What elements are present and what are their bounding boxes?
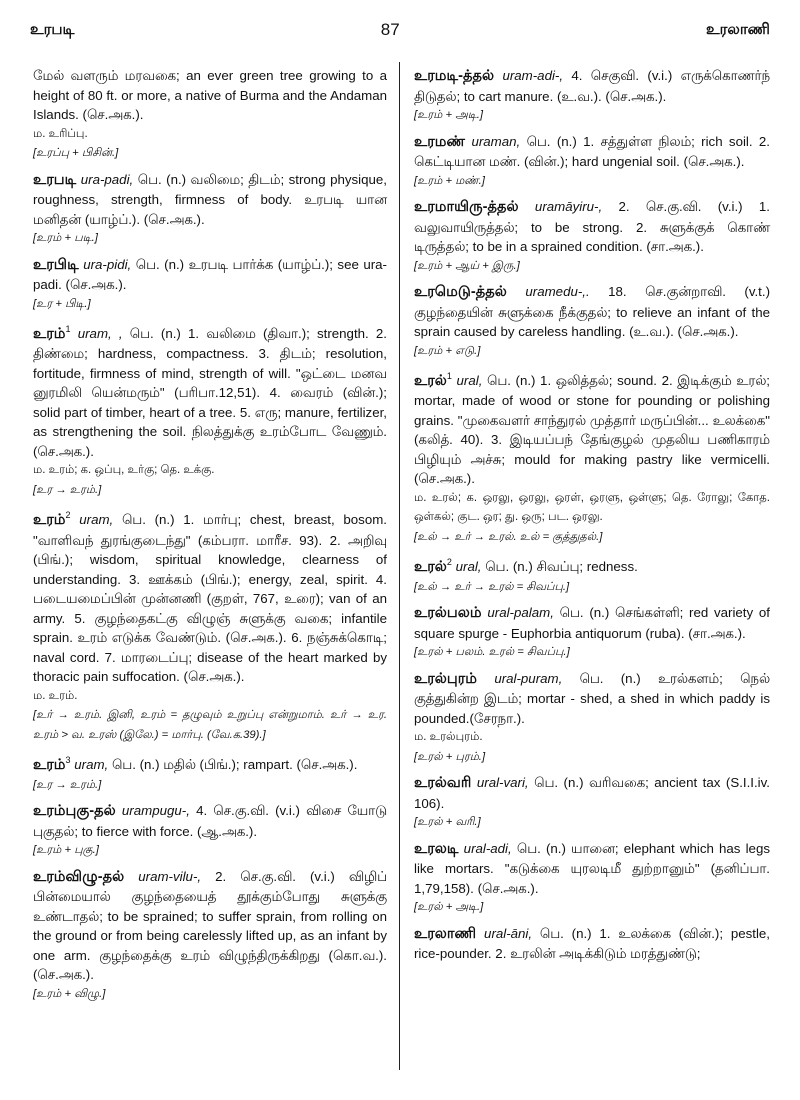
entry-text [33,506,387,686]
entry-cognates: ம. உரல்; க. ஒரலு, ஒரலு, ஒரள், ஒரளு, ஒள்ளு; தெ. ரோலு; கோத. ஒள்கல்; குட. ஒர; து. ஒரு; பட. ஒரலு. [414,491,770,524]
entry-etymology: [உரப்பு + பிசின்.] [33,147,119,159]
entry-text [33,801,387,841]
entry-text [414,282,770,342]
entry-headword [414,841,459,857]
entry-etymology: [உல் → உர் → உரல். உல் = குத்துதல்.] [414,530,603,543]
entry-transliteration: ura-pidi, [83,256,132,272]
entry-headword [33,803,116,819]
dictionary-entry [33,320,387,500]
dictionary-entry [414,669,770,768]
entry-transliteration: uram-adi-, [502,68,564,83]
dictionary-entry [414,282,770,361]
entry-definition: பெ. (n.) 1. ஒலித்தல்; sound. 2. இடிக்கும் உரல்; mortar, made of wood or stone for pounding or polishing grains. "முகைவளர் சாந்துரல் முத்தார் மருப்பின்... உலக்கை" (கலித். 40). 3. இடியப்பந் தேங்குழல் முதலிய பணிகாரம் பிழியும் அச்சு; mould for making pastry like vermicelli. (செ.அக.). [414,372,770,487]
headword-text: உரல்பலம் [414,605,482,622]
entry-text [33,170,387,230]
headword-text: உரல் [414,372,447,389]
entry-definition: 2. செ.கு.வி. (v.i.) விழிப் பின்மையால் குழந்தையைத் தூக்கும்போது சுளுக்கு உண்டாதல்; to be sprained; to suffer sprain, from rolling on the ground or from being carelessly lifted up, as an infant by one arm. குழந்தைக்கு உரம் விழுந்திருக்கிறது (கொ.வ.). (செ.அக.). [33,868,387,983]
headword-text: உரம்விழு-தல் [33,868,125,885]
entry-headword [33,172,76,188]
entry-transliteration: ural-vari, [476,775,529,791]
entry-transliteration: uramāyiru-, [534,199,603,214]
dictionary-entry [414,197,770,276]
entry-etymology: [உரம் + அடி.] [414,109,484,121]
entry-transliteration: uram, [74,757,109,773]
entry-headword [33,757,71,773]
dictionary-entry [33,170,387,249]
entry-headword [33,512,71,528]
dictionary-entry [414,603,770,663]
entry-text [414,773,770,813]
entry-text [414,132,770,172]
entry-definition: 18. செ.குன்றாவி. (v.t.) குழந்தையின் சுளுக்கை நீக்குதல்; to relieve an infant of the sprain caused by careless handling. (உ.வ.). (செ.அக.). [414,284,770,339]
dictionary-entry [33,867,387,1005]
entry-definition: பெ. (n.) மதில் (பிங்.); rampart. (செ.அக.). [111,757,358,773]
headword-text: உரம் [33,512,66,529]
headword-text: உரபிடி [33,256,79,273]
running-head [30,18,770,42]
entry-etymology: [உர் → உரம். இனி, உரம் = தழுவும் உறுப்பு என்றுமாம். உர் → உர. உரம் > வ. உரஸ் (இலே.) = மார்பு. (வே.க.39).] [33,709,387,741]
entry-text [33,867,387,985]
entry-headword [414,559,452,575]
entry-text [414,924,770,964]
entry-etymology: [உரம் + படி.] [33,232,98,244]
dictionary-entry [33,751,387,795]
entry-text [414,603,770,643]
entry-etymology: [உரம் + மண்.] [414,174,485,187]
entry-transliteration: uraman, [471,133,521,149]
entry-etymology: [உல் → உர் → உரல் = சிவப்பு.] [414,580,570,593]
entry-etymology: [உரல் + பலம். உரல் = சிவப்பு.] [414,646,570,659]
entry-headword [414,605,482,621]
headword-text: உரமாயிரு-த்தல் [414,199,519,215]
entry-transliteration: uram, , [77,325,123,341]
dictionary-entry [414,66,770,126]
homonym-number: 1 [65,324,71,334]
headword-text: உரலடி [414,840,459,857]
entry-definition: பெ. (n.) 1. சத்துள்ள நிலம்; rich soil. 2. கெட்டியான மண். (வின்.); hard ungenial soil. (செ.அக.). [414,133,770,169]
entry-continuation: மேல் வளரும் மரவகை; an ever green tree growing to a height of 80 ft. or more, a native of Burma and the Andaman Islands. (செ.அக.). [33,68,387,122]
entry-definition: பெ. (n.) 1. வலிமை (திவா.); strength. 2. திண்மை; hardness, compactness. 3. திடம்; resolution, fortitude, firmness of mind, strength of will. "ஒட்டை மனவ னுரமிலி யென்மரும்" (பரிபா.12,51). 4. வைரம் (வின்.); solid part of timber, heart of a tree. 5. எரு; manure, fertilizer, as strengthening the soil. நிலத்துக்கு உரம்போட வேணும். (செ.அக.). [33,325,387,459]
entry-cognates: ம. உரல்புரம். [414,731,483,744]
entry-text [414,839,770,899]
entry-cognates: ம. உரம். [33,689,78,702]
running-head-right: உரலாணி [706,20,770,38]
entry-definition: 4. செகுவி. (v.i.) எருக்கொணர்ந் திடுதல்; to cart manure. (உ.வ.). (செ.அக.). [414,68,770,104]
entry-transliteration: ura-padi, [80,171,134,187]
entry-definition: 2. செ.கு.வி. (v.i.) 1. வலுவாயிருத்தல்; to be strong. 2. சுளுக்குக் கொண் டிருத்தல்; to be in a sprained condition. (சா.அக.). [414,199,770,254]
dictionary-entry [414,367,770,547]
headword-text: உரம் [33,325,66,342]
headword-text: உரல்புரம் [414,670,478,687]
entry-definition: பெ. (n.) செங்கள்ளி; red variety of square spurge - Euphorbia antiquorum (ruba). (சா.அக.). [414,605,770,641]
headword-text: உரமண் [414,133,466,150]
entry-transliteration: uram, [79,512,114,528]
entry-definition: பெ. (n.) சிவப்பு; redness. [485,559,638,575]
dictionary-entry [33,801,387,861]
entry-cognates: ம. உரம்; க. ஒப்பு, உர்கு; தெ. உக்கு. [33,464,215,477]
entry-etymology: [உரம் + விழு.] [33,987,106,1000]
homonym-number: 1 [446,371,452,381]
dictionary-entry [414,924,770,964]
entry-definition: பெ. (n.) உரல்களம்; நெல் குத்துகின்ற இடம்; mortar - shed, a shed in which paddy is pounded.(சேரநா.). [414,670,770,726]
entry-etymology: [உர → உரம்.] [33,483,102,496]
dictionary-entry [33,66,387,164]
entry-etymology: [உரம் + ஆய் + இரு.] [414,259,520,272]
entry-definition: பெ. (n.) வலிமை; திடம்; strong physique, roughness, strength, firmness of body. உரபடி யான மனிதன் (யாழ்ப்.). (செ.அக.). [33,171,387,227]
headword-text: உரமெடு-த்தல் [414,284,507,300]
entry-etymology: [உரல் + புரம்.] [414,750,486,763]
entry-etymology: [உரம் + புகு.] [33,844,99,857]
headword-text: உரபடி [33,171,77,188]
entry-text [414,553,770,577]
entry-definition: 4. செ.கு.வி. (v.i.) விசை யோடு புகுதல்; to fierce with force. (ஆ.அக.). [33,803,387,839]
right-column [414,66,770,970]
entry-transliteration: ural-palam, [487,605,554,621]
dictionary-entry [33,506,387,745]
dictionary-entry [414,553,770,597]
left-column [33,66,387,1010]
entry-headword [33,257,79,273]
entry-transliteration: ural, [455,559,482,575]
entry-headword [414,775,471,791]
entry-transliteration: ural-āni, [484,925,533,941]
entry-definition: பெ. (n.) 1. மார்பு; chest, breast, bosom. "வாளிவந் துரங்குடைந்து" (கம்பரா. மாரீச. 93). 2. அறிவு (பிங்.); wisdom, spiritual knowledge, clearness of understanding. 3. ஊக்கம் (பிங்.); energy, zeal, spirit. 4. படையமைப்பின் முன்னணி (குறள், 767, உரை); van of an army. 5. குழந்தைகட்கு விழுஞ் சுளுக்கு வகை; infantile sprain. உரம் எடுக்க வேண்டும். (செ.அக.). 6. நஞ்சுக்கொடி; naval cord. 7. மாரடைப்பு; disease of the heart marked by thoracic pain suffocation. (செ.அக.). [33,512,387,685]
dictionary-entry [414,839,770,918]
entry-definition: பெ. (n.) யானை; elephant which has legs like mortars. "கடுக்கை யுரலடிமீ துற்றானும்" (தனிப்பா. 1,79,158). (செ.அக.). [414,840,770,896]
entry-headword [33,869,124,885]
headword-text: உரல் [414,559,447,576]
dictionary-entry [414,132,770,192]
entry-headword [414,199,519,215]
entry-headword [414,373,452,389]
entry-headword [414,134,465,150]
headword-text: உரம்புகு-தல் [33,803,116,820]
entry-headword [414,671,477,687]
entry-etymology: [உரல் + அடி.] [414,901,484,914]
entry-transliteration: uramedu-,. [525,284,590,299]
entry-transliteration: urampugu-, [121,803,190,819]
entry-headword [33,326,71,342]
entry-text [33,255,387,295]
entry-definition: பெ. (n.) வரிவகை; ancient tax (S.I.I.iv. 106). [414,775,770,811]
entry-etymology: [உர → உரம்.] [33,778,102,791]
entry-cognates: ம. உரிப்பு. [33,127,88,140]
dictionary-entry [33,255,387,315]
entry-headword [414,68,494,84]
entry-headword [414,284,507,300]
entry-transliteration: ural-adi, [463,840,512,856]
entry-definition: பெ. (n.) 1. உலக்கை (வின்.); pestle, rice-pounder. 2. உரலின் அடிக்கிடும் மரத்துண்டு; [414,925,771,962]
headword-text: உரமடி-த்தல் [414,68,495,84]
homonym-number: 2 [65,510,71,521]
entry-transliteration: ural-puram, [494,670,563,686]
entry-text [33,66,387,125]
column-divider [399,62,400,1070]
entry-text [33,320,387,461]
homonym-number: 3 [65,755,71,766]
entry-transliteration: ural, [456,372,483,388]
homonym-number: 2 [446,557,452,568]
entry-transliteration: uram-vilu-, [138,868,202,884]
dictionary-entry [414,773,770,833]
entry-text [33,751,387,775]
entry-text [414,66,770,106]
entry-text [414,367,770,489]
entry-headword [414,926,476,942]
page-number: 87 [380,20,400,39]
entry-etymology: [உரல் + வரி.] [414,816,481,829]
entry-etymology: [உரம் + எடு.] [414,344,481,357]
entry-definition: பெ. (n.) உரபடி பார்க்க (யாழ்ப்.); see ura-padi. (செ.அக.). [33,256,387,292]
headword-text: உரல்வரி [414,775,472,792]
headword-text: உரலாணி [414,925,477,942]
entry-text [414,669,770,729]
running-head-left: உரபடி [30,20,75,38]
headword-text: உரம் [33,757,66,774]
entry-text [414,197,770,257]
entry-etymology: [உர + பிடி.] [33,297,91,310]
